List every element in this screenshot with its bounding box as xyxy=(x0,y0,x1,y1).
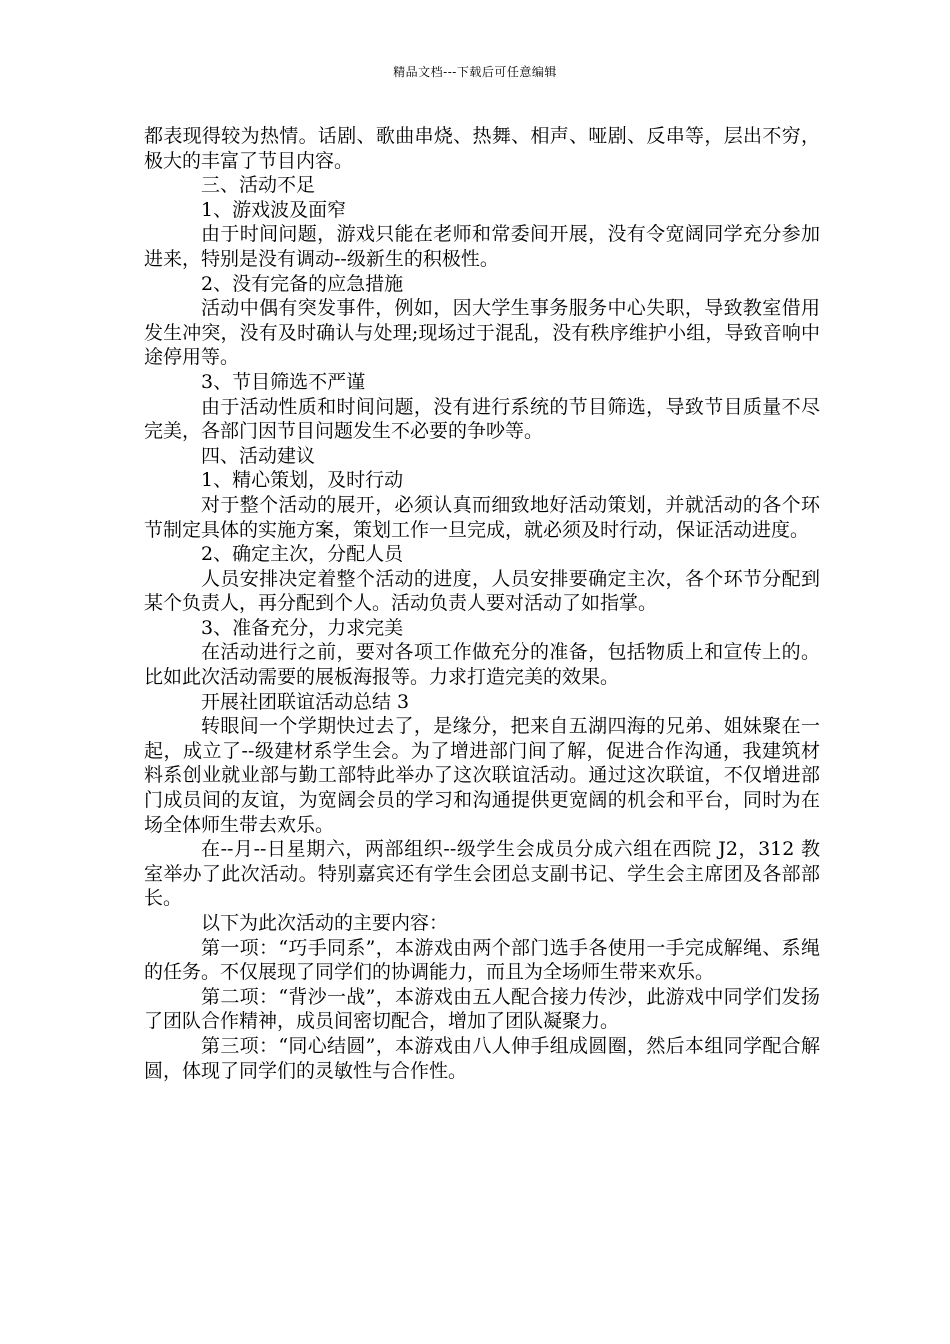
paragraph: 人员安排决定着整个活动的进度，人员安排要确定主次，各个环节分配到某个负责人，再分配到个人。活动负责人要对活动了如指掌。 xyxy=(144,567,820,615)
paragraph: 第三项：“同心结圆”，本游戏由八人伸手组成圆圈，然后本组同学配合解圆，体现了同学们的灵敏性与合作性。 xyxy=(144,1034,820,1082)
paragraph: 活动中偶有突发事件，例如，因大学生事务服务中心失职，导致教室借用发生冲突，没有及时确认与处理;现场过于混乱，没有秩序维护小组，导致音响中途停用等。 xyxy=(144,297,820,369)
paragraph: 由于时间问题，游戏只能在老师和常委间开展，没有令宽阔同学充分参加进来，特别是没有调动--级新生的积极性。 xyxy=(144,223,820,270)
paragraph: 都表现得较为热情。话剧、歌曲串烧、热舞、相声、哑剧、反串等，层出不穷，极大的丰富了节目内容。 xyxy=(144,125,820,172)
document-title: 开展社团联谊活动总结 3 xyxy=(201,690,410,713)
paragraph: 转眼间一个学期快过去了，是缘分，把来自五湖四海的兄弟、姐妹聚在一起，成立了--级建材系学生会。为了增进部门间了解，促进合作沟通，我建筑材料系创业就业部与勤工部特此举办了这次联谊活动。通过这次联谊，不仅增进部门成员间的友谊，为宽阔会员的学习和沟通提供更宽阔的机会和平台，同时为在场全体师生带去欢乐。 xyxy=(144,715,820,836)
section-heading: 三、活动不足 xyxy=(201,174,316,197)
paragraph: 在--月--日星期六，两部组织--级学生会成员分成六组在西院 J2，312 教室举办了此次活动。特别嘉宾还有学生会团总支副书记、学生会主席团及各部部长。 xyxy=(144,838,820,910)
subheading: 3、准备充分，力求完美 xyxy=(201,616,404,639)
paragraph: 第一项：“巧手同系”，本游戏由两个部门选手各使用一手完成解绳、系绳的任务。不仅展现了同学们的协调能力，而且为全场师生带来欢乐。 xyxy=(144,936,820,984)
subheading: 2、确定主次，分配人员 xyxy=(201,543,404,566)
subheading: 2、没有完备的应急措施 xyxy=(201,272,404,295)
paragraph: 由于活动性质和时间问题，没有进行系统的节目筛选，导致节目质量不尽完美，各部门因节目问题发生不必要的争吵等。 xyxy=(144,395,820,443)
paragraph: 在活动进行之前，要对各项工作做充分的准备，包括物质上和宣传上的。比如此次活动需要的展板海报等。力求打造完美的效果。 xyxy=(144,641,820,689)
subheading: 3、节目筛选不严谨 xyxy=(201,370,366,393)
subheading: 1、游戏波及面窄 xyxy=(201,198,347,221)
paragraph: 第二项：“背沙一战”，本游戏由五人配合接力传沙，此游戏中同学们发扬了团队合作精神，成员间密切配合，增加了团队凝聚力。 xyxy=(144,985,820,1033)
paragraph: 以下为此次活动的主要内容： xyxy=(201,912,449,934)
section-heading: 四、活动建议 xyxy=(201,444,316,467)
document-body xyxy=(144,124,820,1083)
subheading: 1、精心策划，及时行动 xyxy=(201,469,404,492)
page-header: 精品文档---下载后可任意编辑 xyxy=(393,65,557,79)
paragraph: 对于整个活动的展开，必须认真而细致地好活动策划，并就活动的各个环节制定具体的实施方案，策划工作一旦完成，就必须及时行动，保证活动进度。 xyxy=(144,493,820,541)
